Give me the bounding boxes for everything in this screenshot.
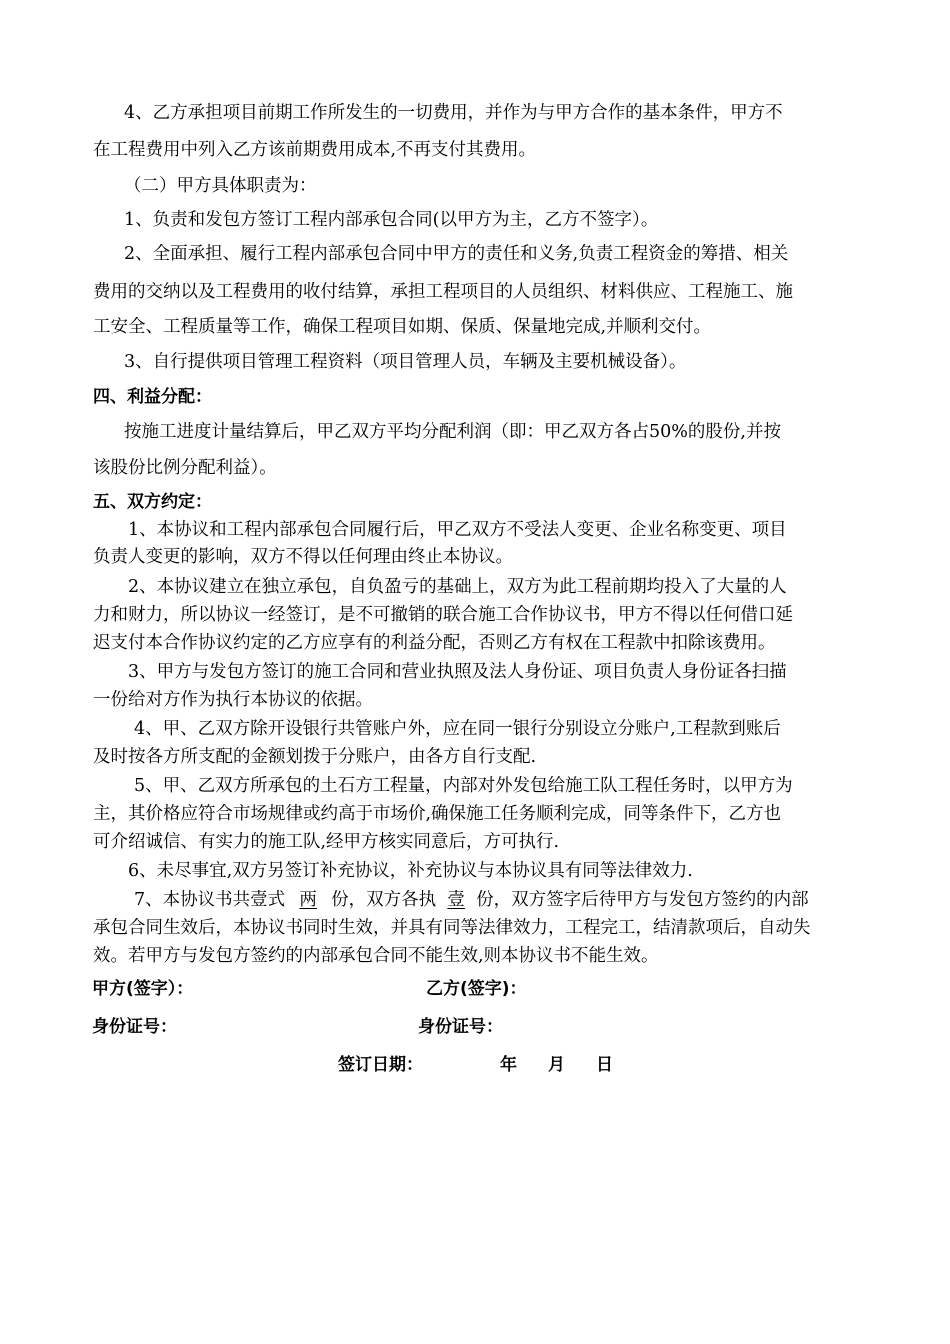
- profit-line-1: 按施工进度计量结算后，甲乙双方平均分配利润（即：甲乙双方各占50%的股份,并按: [124, 422, 781, 442]
- agreement-5-line-1: 5、甲、乙双方所承包的土石方工程量，内部对外发包给施工队工程任务时，以甲方为: [134, 776, 793, 796]
- agreement-7-line-3: 效。若甲方与发包方签约的内部承包合同不能生效,则本协议书不能生效。: [93, 946, 659, 966]
- date-month: 月: [548, 1055, 565, 1075]
- date-day: 日: [596, 1055, 613, 1075]
- party-a-duties-heading: （二）甲方具体职责为：: [124, 176, 317, 196]
- clause-4-line-2: 在工程费用中列入乙方该前期费用成本,不再支付其费用。: [93, 140, 537, 160]
- agreement-2-line-1: 2、本协议建立在独立承包，自负盈亏的基础上，双方为此工程前期均投入了大量的人: [128, 577, 787, 597]
- agreement-7-text-a: 7、本协议书共壹式: [134, 890, 286, 910]
- party-a-signature-label: 甲方(签字）：: [92, 979, 194, 999]
- duty-2-line-1: 2、全面承担、履行工程内部承包合同中甲方的责任和义务,负责工程资金的筹措、相关: [124, 244, 789, 264]
- agreement-6: 6、未尽事宜,双方另签订补充协议，补充协议与本协议具有同等法律效力.: [128, 861, 693, 881]
- profit-heading: 四、利益分配：: [93, 387, 212, 407]
- date-year: 年: [500, 1055, 517, 1075]
- agreement-7-text-b: 份，双方各执: [331, 890, 437, 910]
- agreement-7-line-1: [134, 889, 914, 911]
- agreement-2-line-3: 迟支付本合作协议约定的乙方应享有的利益分配，否则乙方有权在工程款中扣除该费用。: [93, 633, 776, 653]
- agreement-1-line-2: 负责人变更的影响，双方不得以任何理由终止本协议。: [93, 547, 513, 567]
- clause-4-line-1: 4、乙方承担项目前期工作所发生的一切费用，并作为与甲方合作的基本条件，甲方不: [124, 103, 783, 123]
- agreement-4-line-2: 及时按各方所支配的金额划拨于分账户，由各方自行支配.: [93, 747, 537, 767]
- agreement-4-line-1: 4、甲、乙双方除开设银行共管账户外，应在同一银行分别设立分账户,工程款到账后: [134, 719, 781, 739]
- duty-2-line-2: 费用的交纳以及工程费用的收付结算，承担工程项目的人员组织、材料供应、工程施工、施: [93, 282, 793, 302]
- agreement-5-line-2: 主，其价格应符合市场规律或约高于市场价,确保施工任务顺利完成，同等条件下，乙方也: [93, 804, 782, 824]
- party-b-id-label: 身份证号：: [418, 1017, 503, 1037]
- agreement-3-line-1: 3、甲方与发包方签订的施工合同和营业执照及法人身份证、项目负责人身份证各扫描: [128, 662, 787, 682]
- party-a-id-label: 身份证号：: [92, 1017, 177, 1037]
- agreement-2-line-2: 力和财力，所以协议一经签订，是不可撤销的联合施工合作协议书，甲方不得以任何借口延: [93, 605, 793, 625]
- party-b-signature-label: 乙方(签字)：: [426, 979, 527, 999]
- duty-2-line-3: 工安全、工程质量等工作，确保工程项目如期、保质、保量地完成,并顺利交付。: [93, 317, 712, 337]
- copies-total: 两: [299, 890, 317, 910]
- profit-line-2: 该股份比例分配利益）。: [93, 458, 277, 478]
- agreement-1-line-1: 1、本协议和工程内部承包合同履行后，甲乙双方不受法人变更、企业名称变更、项目: [128, 520, 787, 540]
- agreement-7-text-c: 份，双方签字后待甲方与发包方签约的内部: [476, 890, 809, 910]
- agreement-heading: 五、双方约定：: [93, 492, 212, 512]
- copies-each: 壹: [447, 890, 465, 910]
- duty-1: 1、负责和发包方签订工程内部承包合同(以甲方为主，乙方不签字）。: [124, 210, 659, 230]
- duty-3: 3、自行提供项目管理工程资料（项目管理人员，车辆及主要机械设备）。: [124, 352, 687, 372]
- agreement-5-line-3: 可介绍诚信、有实力的施工队,经甲方核实同意后，方可执行.: [93, 832, 560, 852]
- agreement-7-line-2: 承包合同生效后，本协议书同时生效，并具有同等法律效力，工程完工，结清款项后，自动失: [93, 918, 811, 938]
- signing-date-label: 签订日期：: [338, 1055, 423, 1075]
- agreement-3-line-2: 一份给对方作为执行本协议的依据。: [93, 690, 373, 710]
